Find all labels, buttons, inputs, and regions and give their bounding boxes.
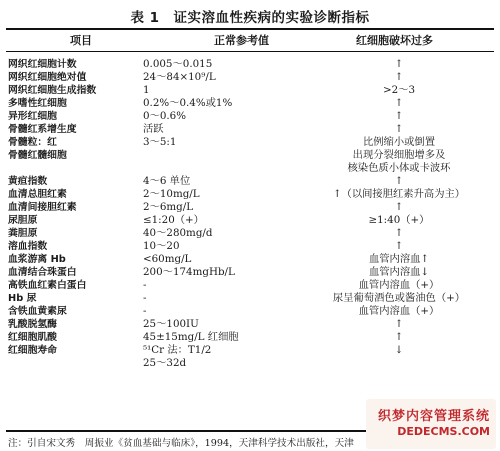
table-row: [6, 214, 494, 227]
cell-finding: ↑: [394, 240, 404, 252]
table-row: [6, 227, 494, 240]
cell-finding: >2～3: [382, 84, 416, 96]
header-item: 项目: [70, 34, 92, 47]
footnote: 注：引自宋文秀 周振业《贫血基础与临床》，1994，天津科学技术出版社，天津: [8, 438, 354, 449]
cell-normal-value: 45±15mg/L 红细胞: [143, 331, 239, 343]
cell-item: Hb 尿: [8, 293, 37, 304]
cell-normal-value: 24～84×10⁹/L: [143, 71, 216, 83]
cell-finding: ↑: [394, 331, 404, 343]
cell-normal-value: 2～6mg/L: [143, 201, 194, 213]
cell-normal-value: -: [143, 305, 147, 317]
header-normal-value: 正常参考值: [214, 34, 269, 47]
cell-normal-value: 2～10mg/L: [143, 188, 200, 200]
cell-item: 乳酸脱氢酶: [8, 319, 57, 330]
cell-normal-value: 25～100IU: [143, 318, 199, 330]
cell-finding: ↑（以间接胆红素升高为主）: [332, 188, 466, 200]
cell-finding: ↑: [394, 110, 404, 122]
cell-finding: ↑: [394, 97, 404, 109]
watermark-url: DEDECMS.COM: [397, 425, 490, 438]
table-row: [6, 318, 494, 331]
cell-item: 血清间接胆红素: [8, 202, 77, 213]
cell-item: 血清结合珠蛋白: [8, 267, 77, 278]
cell-finding: ↓: [394, 344, 404, 356]
cell-finding: 血管内溶血（+）: [358, 305, 440, 317]
cell-item: 黄疸指数: [8, 176, 48, 187]
cell-normal-value: 3～5:1: [143, 136, 177, 148]
table-top-rule: [6, 28, 494, 30]
cell-item: 红细胞肌酸: [8, 332, 57, 343]
cell-item: 尿胆原: [8, 215, 38, 226]
cell-item: 血浆游离 Hb: [8, 254, 66, 265]
cell-item: 血清总胆红素: [8, 189, 67, 200]
cell-item: 骨髓红髓细胞: [8, 150, 67, 161]
cell-finding: 血管内溶血↑: [368, 253, 430, 265]
cell-normal-value: 25～32d: [143, 357, 187, 369]
cell-normal-value: 200～174mgHb/L: [143, 266, 235, 278]
table-row: [6, 188, 494, 201]
cell-normal-value: 40～280mg/d: [143, 227, 213, 239]
cell-normal-value: 4～6 单位: [143, 175, 191, 187]
cell-normal-value: -: [143, 279, 147, 291]
cell-finding: ↑: [394, 227, 404, 239]
cell-finding: 血管内溶血↓: [368, 266, 430, 278]
table-row: [6, 71, 494, 84]
cell-finding: ↑: [394, 318, 404, 330]
cell-normal-value: <60mg/L: [143, 253, 192, 265]
watermark-name: 织梦内容管理系统: [377, 409, 490, 424]
cell-item: 红细胞寿命: [8, 345, 57, 356]
table-row: [6, 175, 494, 188]
table-title: 表 1 证实溶血性疾病的实验诊断指标: [130, 10, 370, 26]
table-row: [6, 123, 494, 136]
cell-normal-value: 10～20: [143, 240, 180, 252]
cell-finding: ≥1:40（+）: [368, 214, 430, 226]
table-row: [6, 162, 494, 175]
cell-finding: ↑: [394, 123, 404, 135]
cell-item: 粪胆原: [8, 228, 38, 239]
cell-item: 网织红细胞生成指数: [8, 85, 97, 96]
table-row: [6, 110, 494, 123]
cell-finding: 尿呈葡萄酒色或酱油色（+）: [332, 292, 466, 304]
cell-item: 网织红细胞计数: [8, 59, 77, 70]
table-body: [6, 58, 494, 370]
cell-normal-value: 活跃: [143, 123, 164, 135]
cell-item: 含铁血黄素尿: [8, 306, 67, 317]
cell-item: 多嗜性红细胞: [8, 98, 67, 109]
table-row: [6, 357, 494, 370]
table-row: [6, 84, 494, 97]
cell-finding: ↑: [394, 58, 404, 70]
cell-finding: ↑: [394, 71, 404, 83]
cell-finding: 出现分裂细胞增多及: [352, 149, 446, 161]
header-rbc-destruction: 红细胞破坏过多: [356, 34, 433, 47]
cell-finding: 核染色质小体或卡波环: [347, 162, 451, 174]
header-rule: [6, 51, 494, 52]
cell-finding: 比例缩小或倒置: [362, 136, 436, 148]
cell-normal-value: ≤1:20（+）: [143, 214, 204, 226]
cell-normal-value: -: [143, 292, 147, 304]
cell-item: 骨髓粒：红: [8, 137, 57, 148]
table-row: [6, 253, 494, 266]
table-row: [6, 305, 494, 318]
table-row: [6, 292, 494, 305]
table-row: [6, 331, 494, 344]
cell-item: 骨髓红系增生度: [8, 124, 77, 135]
table-row: [6, 240, 494, 253]
table-row: [6, 149, 494, 162]
table-row: [6, 201, 494, 214]
table-row: [6, 97, 494, 110]
watermark-logo: [366, 399, 496, 449]
cell-finding: 血管内溶血（+）: [358, 279, 440, 291]
cell-item: 异形红细胞: [8, 111, 57, 122]
table-row: [6, 136, 494, 149]
table-row: [6, 279, 494, 292]
cell-normal-value: 0.005～0.015: [143, 58, 213, 70]
cell-normal-value: ⁵¹Cr 法：T1/2: [143, 344, 212, 356]
table-row: [6, 58, 494, 71]
cell-finding: ↑: [394, 175, 404, 187]
cell-normal-value: 0～0.6%: [143, 110, 187, 122]
cell-item: 网织红细胞绝对值: [8, 72, 87, 83]
cell-item: 溶血指数: [8, 241, 48, 252]
cell-item: 高铁血红素白蛋白: [8, 280, 87, 291]
table-row: [6, 266, 494, 279]
table-row: [6, 344, 494, 357]
cell-finding: ↑: [394, 201, 404, 213]
cell-normal-value: 1: [143, 84, 150, 96]
cell-normal-value: 0.2%～0.4%或1%: [143, 97, 233, 109]
